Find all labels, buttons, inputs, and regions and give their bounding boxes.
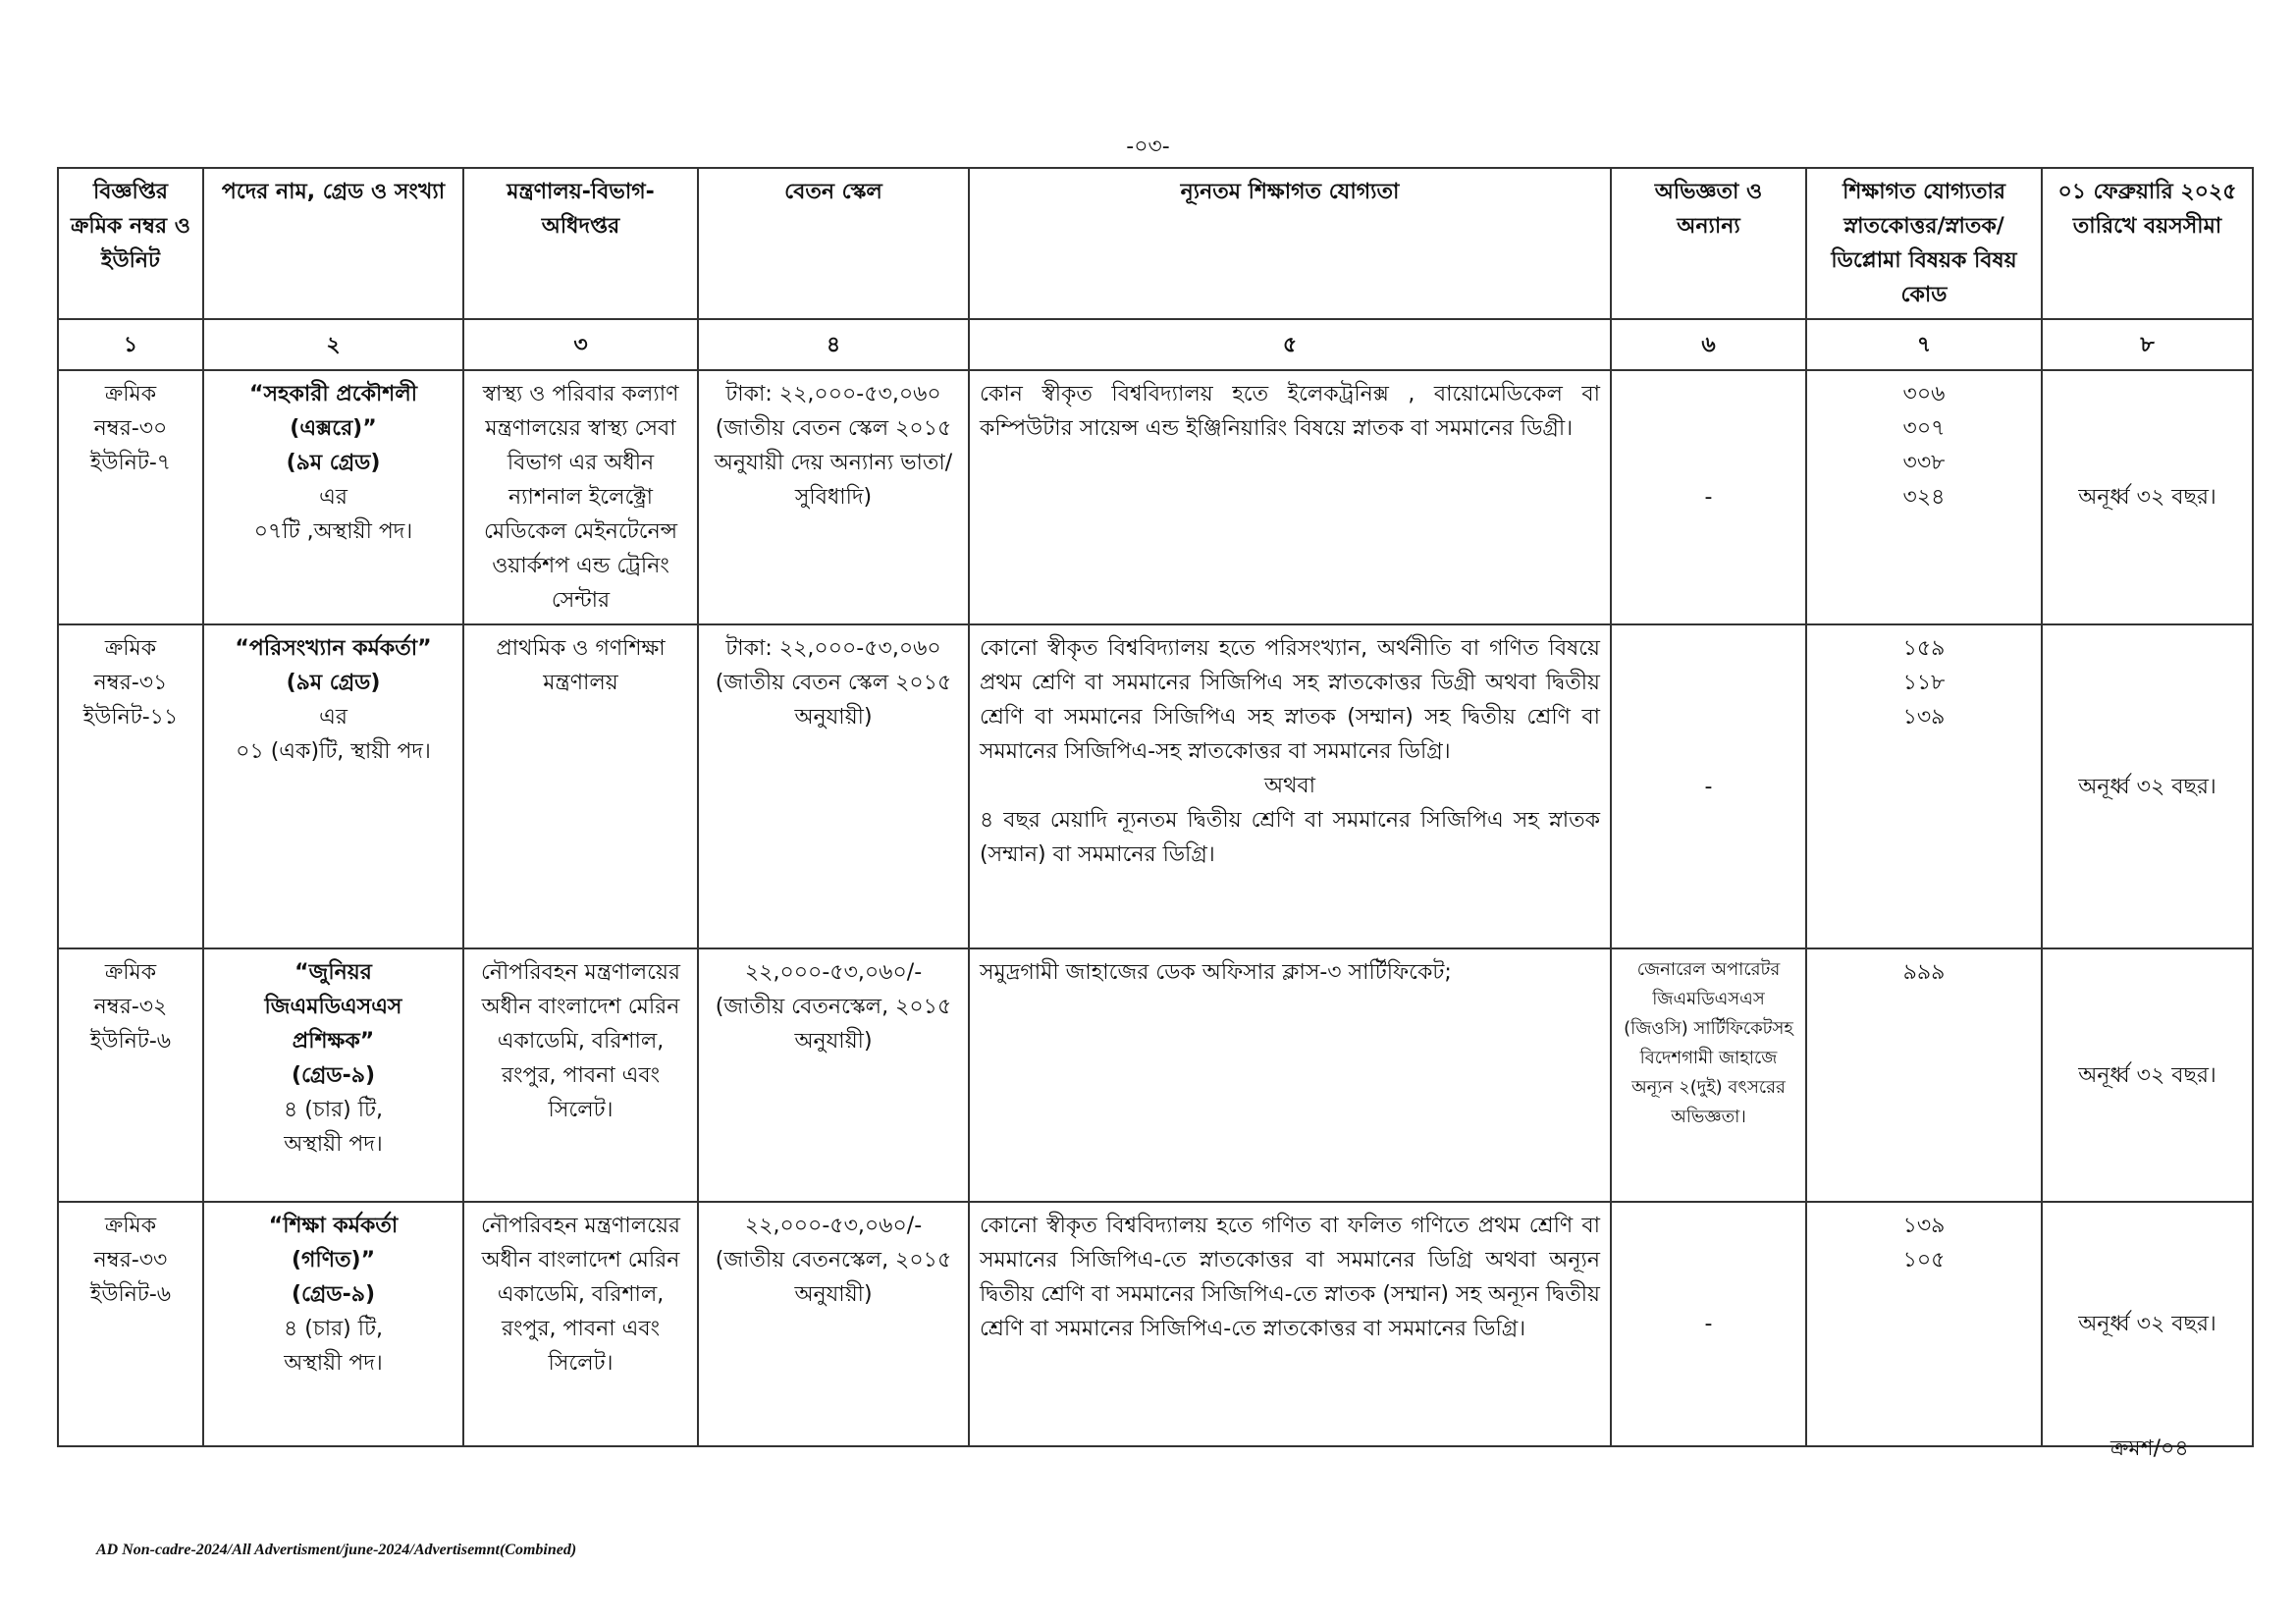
header-serial: বিজ্ঞপ্তির ক্রমিক নম্বর ও ইউনিট <box>58 168 203 319</box>
serial-line: নম্বর-৩১ <box>93 671 168 695</box>
post-cell <box>203 624 463 948</box>
col-num: ৬ <box>1611 319 1806 370</box>
col-num: ২ <box>203 319 463 370</box>
post-title: “জুনিয়র <box>294 960 372 985</box>
continued-note: ক্রমশ/০৪ <box>2110 1436 2189 1461</box>
post-cell <box>203 370 463 624</box>
post-title: (৯ম গ্রেড) <box>286 451 381 475</box>
post-title: (গণিত)” <box>291 1248 376 1272</box>
col-num: ৪ <box>698 319 969 370</box>
qualification-text: কোন স্বীকৃত বিশ্ববিদ্যালয় হতে ইলেকট্রনিক্স , বায়োমেডিকেল বা কম্পিউটার সায়েন্স এন্ড ইঞ্জিনিয়ারিং বিষয়ে স্নাতক বা সমমানের ডিগ্রী। <box>980 382 1600 441</box>
footer-path: AD Non-cadre-2024/All Advertisment/june-2024/Advertisemnt(Combined) <box>96 1542 577 1558</box>
qualification-cell <box>969 370 1611 624</box>
qualification-cell <box>969 948 1611 1202</box>
experience-cell: - <box>1611 1202 1806 1446</box>
serial-line: ইউনিট-৬ <box>89 1282 172 1307</box>
post-title: (৯ম গ্রেড) <box>286 671 381 695</box>
post-cell <box>203 948 463 1202</box>
age-limit-cell: অনূর্ধ্ব ৩২ বছর। <box>2042 1202 2253 1446</box>
post-title: “পরিসংখ্যান কর্মকর্তা” <box>235 636 432 661</box>
qualification-text: কোনো স্বীকৃত বিশ্ববিদ্যালয় হতে গণিত বা ফলিত গণিতে প্রথম শ্রেণি বা সমমানের সিজিপিএ-তে স্নাতকোত্তর বা সমমানের ডিগ্রি অথবা অন্যূন দ্বিতীয় শ্রেণি বা সমমানের সিজিপিএ-তে স্নাতক (সম্মান) সহ অন্যূন দ্বিতীয় শ্রেণি বা সমমানের সিজিপিএ-তে স্নাতকোত্তর বা সমমানের ডিগ্রি। <box>980 1214 1600 1341</box>
col-num: ৭ <box>1806 319 2042 370</box>
subject-code: ৩০৬ <box>1902 382 1946 406</box>
experience-cell: - <box>1611 370 1806 624</box>
ministry-cell: নৌপরিবহন মন্ত্রণালয়ের অধীন বাংলাদেশ মেরিন একাডেমি, বরিশাল, রংপুর, পাবনা এবং সিলেট। <box>463 948 698 1202</box>
age-limit-cell: অনূর্ধ্ব ৩২ বছর। <box>2042 624 2253 948</box>
header-age-limit: ০১ ফেব্রুয়ারি ২০২৫ তারিখে বয়সসীমা <box>2042 168 2253 319</box>
age-limit-cell: অনূর্ধ্ব ৩২ বছর। <box>2042 948 2253 1202</box>
subject-code: ৯৯৯ <box>1902 960 1946 985</box>
serial-cell <box>58 948 203 1202</box>
serial-cell <box>58 1202 203 1446</box>
header-scale: বেতন স্কেল <box>698 168 969 319</box>
post-title: (গ্রেড-৯) <box>291 1282 376 1307</box>
age-limit-cell: অনূর্ধ্ব ৩২ বছর। <box>2042 370 2253 624</box>
post-title: (গ্রেড-৯) <box>291 1063 376 1088</box>
post-title: প্রশিক্ষক” <box>292 1029 375 1054</box>
table-row <box>58 624 2253 948</box>
serial-line: ইউনিট-৬ <box>89 1029 172 1054</box>
qualification-text: সমুদ্রগামী জাহাজের ডেক অফিসার ক্লাস-৩ সার্টিফিকেট; <box>980 960 1452 985</box>
col-num: ৫ <box>969 319 1611 370</box>
subject-code-cell <box>1806 624 2042 948</box>
serial-line: ক্রমিক <box>104 1214 157 1238</box>
serial-line: ইউনিট-১১ <box>82 705 179 730</box>
post-title: “শিক্ষা কর্মকর্তা <box>268 1214 399 1238</box>
serial-line: ক্রমিক <box>104 636 157 661</box>
post-title: জিএমডিএসএস <box>264 995 402 1019</box>
serial-line: ক্রমিক <box>104 960 157 985</box>
header-subject-code: শিক্ষাগত যোগ্যতার স্নাতকোত্তর/স্নাতক/ ডিপ্লোমা বিষয়ক বিষয় কোড <box>1806 168 2042 319</box>
subject-code: ১৩৯ <box>1902 705 1946 730</box>
ministry-cell: স্বাস্থ্য ও পরিবার কল্যাণ মন্ত্রণালয়ের স্বাস্থ্য সেবা বিভাগ এর অধীন ন্যাশনাল ইলেক্ট্রো মেডিকেল মেইনটেনেন্স ওয়ার্কশপ এন্ড ট্রেনিং সেন্টার <box>463 370 698 624</box>
qualification-text: ৪ বছর মেয়াদি ন্যূনতম দ্বিতীয় শ্রেণি বা সমমানের সিজিপিএ সহ স্নাতক (সম্মান) বা সমমানের ডিগ্রি। <box>980 808 1600 867</box>
qualification-cell <box>969 624 1611 948</box>
table-row <box>58 370 2253 624</box>
subject-code: ৩৩৮ <box>1902 451 1946 475</box>
post-title: “সহকারী প্রকৌশলী <box>248 382 418 406</box>
post-detail: অস্থায়ী পদ। <box>284 1132 383 1157</box>
ministry-cell: প্রাথমিক ও গণশিক্ষা মন্ত্রণালয় <box>463 624 698 948</box>
serial-line: নম্বর-৩০ <box>93 416 168 441</box>
scale-cell: ২২,০০০-৫৩,০৬০/- (জাতীয় বেতনস্কেল, ২০১৫ অনুযায়ী) <box>698 1202 969 1446</box>
experience-cell: - <box>1611 624 1806 948</box>
col-num: ৩ <box>463 319 698 370</box>
scale-cell: টাকা: ২২,০০০-৫৩,০৬০ (জাতীয় বেতন স্কেল ২০১৫ অনুযায়ী) <box>698 624 969 948</box>
qualification-text: কোনো স্বীকৃত বিশ্ববিদ্যালয় হতে পরিসংখ্যান, অর্থনীতি বা গণিত বিষয়ে প্রথম শ্রেণি বা সমমানের সিজিপিএ সহ স্নাতকোত্তর ডিগ্রী অথবা দ্বিতীয় শ্রেণি বা সমমানের সিজিপিএ সহ স্নাতক (সম্মান) সহ দ্বিতীয় শ্রেণি বা সমমানের সিজিপিএ-সহ স্নাতকোত্তর বা সমমানের ডিগ্রি। <box>980 636 1600 764</box>
header-post: পদের নাম, গ্রেড ও সংখ্যা <box>203 168 463 319</box>
col-num: ১ <box>58 319 203 370</box>
post-detail: ০১ (এক)টি, স্থায়ী পদ। <box>236 739 431 764</box>
table-row <box>58 1202 2253 1446</box>
header-qualification: ন্যূনতম শিক্ষাগত যোগ্যতা <box>969 168 1611 319</box>
subject-code: ৩০৭ <box>1902 416 1946 441</box>
scale-cell: ২২,০০০-৫৩,০৬০/- (জাতীয় বেতনস্কেল, ২০১৫ অনুযায়ী) <box>698 948 969 1202</box>
serial-cell <box>58 370 203 624</box>
experience-cell: জেনারেল অপারেটর জিএমডিএসএস (জিওসি) সার্টিফিকেটসহ বিদেশগামী জাহাজে অন্যূন ২(দুই) বৎসরের অভিজ্ঞতা। <box>1611 948 1806 1202</box>
job-table <box>57 167 2254 1447</box>
subject-code: ১৫৯ <box>1902 636 1946 661</box>
header-row <box>58 168 2253 319</box>
header-experience: অভিজ্ঞতা ও অন্যান্য <box>1611 168 1806 319</box>
serial-line: ক্রমিক <box>104 382 157 406</box>
post-detail: এর <box>319 705 347 730</box>
subject-code-cell <box>1806 948 2042 1202</box>
post-detail: ৪ (চার) টি, <box>283 1098 384 1122</box>
subject-code: ১১৮ <box>1902 671 1946 695</box>
subject-code-cell <box>1806 1202 2042 1446</box>
subject-code-cell <box>1806 370 2042 624</box>
serial-line: ইউনিট-৭ <box>89 451 172 475</box>
serial-line: নম্বর-৩২ <box>93 995 168 1019</box>
post-detail: ০৭টি ,অস্থায়ী পদ। <box>253 519 413 544</box>
col-num: ৮ <box>2042 319 2253 370</box>
header-ministry: মন্ত্রণালয়-বিভাগ-অধিদপ্তর <box>463 168 698 319</box>
ministry-cell: নৌপরিবহন মন্ত্রণালয়ের অধীন বাংলাদেশ মেরিন একাডেমি, বরিশাল, রংপুর, পাবনা এবং সিলেট। <box>463 1202 698 1446</box>
scale-cell: টাকা: ২২,০০০-৫৩,০৬০ (জাতীয় বেতন স্কেল ২০১৫ অনুযায়ী দেয় অন্যান্য ভাতা/সুবিধাদি) <box>698 370 969 624</box>
post-detail: এর <box>319 485 347 510</box>
post-cell <box>203 1202 463 1446</box>
subject-code: ১০৫ <box>1902 1248 1946 1272</box>
qualification-cell <box>969 1202 1611 1446</box>
post-detail: অস্থায়ী পদ। <box>284 1351 383 1376</box>
post-title: (এক্সরে)” <box>290 416 377 441</box>
subject-code: ৩২৪ <box>1902 485 1946 510</box>
serial-cell <box>58 624 203 948</box>
column-number-row <box>58 319 2253 370</box>
qualification-text: অথবা <box>1264 774 1315 798</box>
page-number: -০৩- <box>1126 135 1170 159</box>
table-row <box>58 948 2253 1202</box>
post-detail: ৪ (চার) টি, <box>283 1317 384 1341</box>
serial-line: নম্বর-৩৩ <box>93 1248 168 1272</box>
subject-code: ১৩৯ <box>1902 1214 1946 1238</box>
